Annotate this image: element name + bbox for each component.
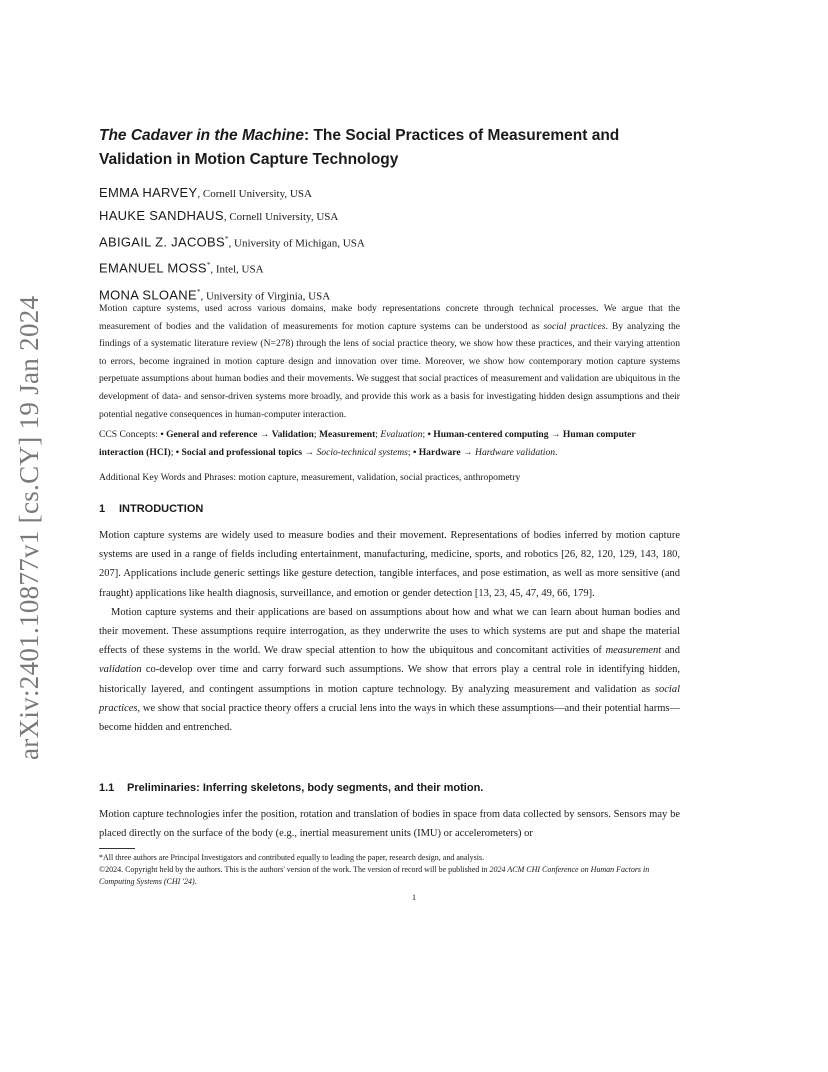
paragraph-emphasis: measurement: [605, 645, 662, 657]
footnote-text: .: [194, 877, 197, 886]
author-mark: *: [206, 261, 211, 270]
ccs-sep: ;: [422, 429, 428, 440]
ccs-sep: ;: [313, 429, 319, 440]
section-heading: [99, 503, 680, 515]
ccs-term: Measurement: [318, 429, 376, 440]
paragraph-text: Motion capture systems and their applications are based on assumptions about how and what we can learn about human bodies and their movement. These assumptions require interrogation, as they underwrite the uses to which systems are put and shape the material effects of these systems in the world. We draw special attention to how the ubiquitous and concomitant activities of: [99, 606, 680, 657]
author-affiliation: , University of Virginia, USA: [200, 289, 331, 302]
author-entry: [99, 205, 680, 228]
abstract-text: . By analyzing the findings of a systematic literature review (N=278) through the lens of social practice theory, we show how these practices, and their varying attention to errors, become ingrained in motion capture design and innovation over time. Moreover, we show how contemporary motion capture systems perpetuate assumptions about human bodies and their movements. We suggest that social practices of measurement and validation are ubiquitous in the development of data- and sensor-driven systems more broadly, and provide this work as a basis for investigating hidden design assumptions and their potential negative consequences in human-computer interaction.: [99, 320, 681, 420]
abstract-emphasis: social practices: [543, 320, 606, 332]
ccs-concepts: [99, 426, 680, 461]
paragraph-text: co-develop over time and carry forward such assumptions. We show that errors play a central role in identifying hidden, historically layered, and contingent assumptions in motion capture technology. By analyzing measurement and validation as: [99, 664, 680, 695]
section-title: INTRODUCTION: [119, 503, 204, 515]
footnote-rule: [99, 848, 135, 849]
paper-title: [99, 124, 680, 172]
author-name: HAUKE SANDHAUS: [99, 208, 224, 223]
author-mark: *: [225, 235, 229, 243]
paragraph-text: , we show that social practice theory offers a crucial lens into the ways in which these assumptions—and their potential harms—become hidden and entrenched.: [99, 702, 680, 734]
ccs-term: Evaluation: [380, 429, 423, 440]
ccs-sep: ;: [170, 446, 176, 458]
author-entry: [99, 228, 680, 254]
author-name: MONA SLOANE: [99, 286, 197, 302]
footnote-text: ©2024. Copyright held by the authors. This is the authors' version of the work. The version of record will be published in: [99, 865, 490, 874]
author-name: EMMA HARVEY: [99, 185, 198, 200]
footnote-emphasis: 2024 ACM CHI Conference on Human Factors in Computing Systems (CHI '24): [99, 865, 650, 886]
author-affiliation: , University of Michigan, USA: [228, 237, 365, 250]
title-italic: The Cadaver in the Machine: [99, 127, 304, 144]
page-number: 1: [411, 892, 417, 902]
author-name: ABIGAIL Z. JACOBS: [99, 234, 225, 250]
author-affiliation: , Cornell University, USA: [197, 188, 312, 200]
title-rest: : The Social Practices of Measurement and Validation in Motion Capture Technology: [99, 127, 620, 168]
introduction-body: [99, 526, 680, 737]
paragraph-emphasis: social practices: [99, 683, 680, 714]
footnote: *All three authors are Principal Investigators and contributed equally to leading the paper, research design, and analysis.: [99, 853, 485, 862]
paragraph-emphasis: validation: [99, 664, 142, 676]
footnotes: [99, 852, 680, 888]
ccs-term: Socio-technical systems: [316, 446, 408, 458]
subsection-heading: [99, 782, 680, 794]
preliminaries-body: Motion capture technologies infer the position, rotation and translation of bodies in space from data collected by sensors. Sensors may be placed directly on the surface of the body (e.g., inertial measurement units (IMU) or accelerometers) or: [99, 809, 680, 840]
author-affiliation: , Intel, USA: [210, 263, 264, 276]
paragraph: [99, 603, 680, 737]
author-entry: [99, 254, 680, 280]
section-number: 1: [99, 503, 106, 515]
ccs-sep: ;: [375, 429, 381, 440]
footnote: [99, 864, 680, 888]
abstract-text: Motion capture systems, used across various domains, make body representations concrete through technical processes. We argue that the measurement of bodies and the validation of measurements for motion capture systems can be understood as: [99, 303, 680, 332]
author-mark: *: [196, 287, 201, 296]
ccs-term: • Human-centered computing → Human computer interaction (HCI): [99, 429, 636, 458]
ccs-term: Hardware validation: [475, 446, 556, 458]
ccs-prefix: CCS Concepts:: [99, 429, 161, 440]
abstract: [99, 300, 680, 423]
author-name: EMANUEL MOSS: [99, 260, 207, 276]
subsection-title: Preliminaries: Inferring skeletons, body segments, and their motion.: [127, 782, 484, 794]
keywords: Additional Key Words and Phrases: motion capture, measurement, validation, social practices, anthropometry: [99, 472, 521, 483]
paragraph: Motion capture systems are widely used to measure bodies and their movement. Representations of bodies inferred by motion capture systems are used in a range of fields including entertainment, manufacturing, medicine, sports, and robotics [26, 82, 120, 129, 143, 180, 207]. Applications include generic settings like gesture detection, tangible interfaces, and pose estimation, as well as more sensitive (and fraught) applications like health diagnosis, surveillance, and emotion or gender detection [13, 23, 45, 47, 49, 66, 179].: [99, 530, 680, 599]
ccs-sep: →: [460, 446, 476, 458]
ccs-term: • General and reference → Validation: [160, 429, 314, 440]
author-entry: [99, 182, 680, 205]
arxiv-stamp: arXiv:2401.10877v1 [cs.CY] 19 Jan 2024: [14, 295, 44, 760]
ccs-sep: .: [555, 446, 558, 458]
ccs-sep: →: [302, 446, 317, 458]
ccs-sep: ;: [407, 446, 413, 458]
subsection-number: 1.1: [99, 782, 115, 794]
paragraph-text: and: [661, 645, 680, 657]
author-affiliation: , Cornell University, USA: [223, 211, 339, 223]
ccs-term: • Social and professional topics: [175, 446, 303, 458]
author-list: [99, 182, 680, 307]
ccs-term: • Hardware: [412, 446, 461, 458]
